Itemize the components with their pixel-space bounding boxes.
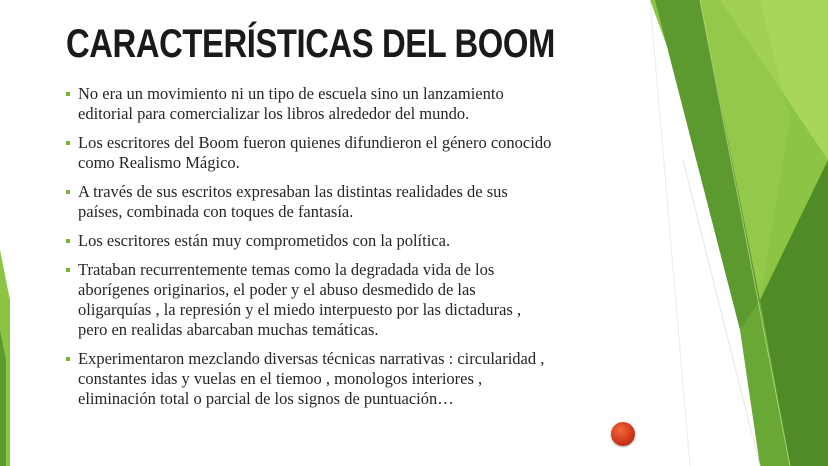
bullet-list xyxy=(66,84,626,418)
bullet-item xyxy=(66,133,626,173)
bullet-item xyxy=(66,84,626,124)
bullet-line: Trataban recurrentemente temas como la degradada vida de los xyxy=(78,260,495,279)
bullet-line: como Realismo Mágico. xyxy=(78,153,240,172)
bullet-item xyxy=(66,182,626,222)
square-bullet-icon xyxy=(66,268,70,272)
bullet-line: Experimentaron mezclando diversas técnicas narrativas : circularidad , xyxy=(78,349,545,368)
bullet-line: editorial para comercializar los libros alrededor del mundo. xyxy=(78,104,470,123)
bullet-line: No era un movimiento ni un tipo de escuela sino un lanzamiento xyxy=(78,84,504,103)
bullet-line: constantes idas y vuelas en el tiemoo , monologos interiores , xyxy=(78,369,483,388)
bullet-line: Los escritores están muy comprometidos con la política. xyxy=(78,231,451,250)
bullet-item xyxy=(66,349,626,409)
bullet-item xyxy=(66,231,626,251)
bullet-line: Los escritores del Boom fueron quienes difundieron el género conocido xyxy=(78,133,552,152)
bullet-line: pero en realidas abarcaban muchas temáticas. xyxy=(78,320,379,339)
square-bullet-icon xyxy=(66,239,70,243)
bullet-line: A través de sus escritos expresaban las distintas realidades de sus xyxy=(78,182,508,201)
square-bullet-icon xyxy=(66,357,70,361)
bullet-line: países, combinada con toques de fantasía. xyxy=(78,202,354,221)
square-bullet-icon xyxy=(66,141,70,145)
circle-button-icon[interactable] xyxy=(611,422,635,446)
slide-title: CARACTERÍSTICAS DEL BOOM xyxy=(66,22,555,66)
bullet-item xyxy=(66,260,626,340)
bullet-line: eliminación total o parcial de los signos de puntuación… xyxy=(78,389,454,408)
bullet-line: oligarquías , la represión y el miedo interpuesto por las dictaduras , xyxy=(78,300,522,319)
square-bullet-icon xyxy=(66,92,70,96)
square-bullet-icon xyxy=(66,190,70,194)
bullet-line: aborígenes originarios, el poder y el abuso desmedido de las xyxy=(78,280,476,299)
